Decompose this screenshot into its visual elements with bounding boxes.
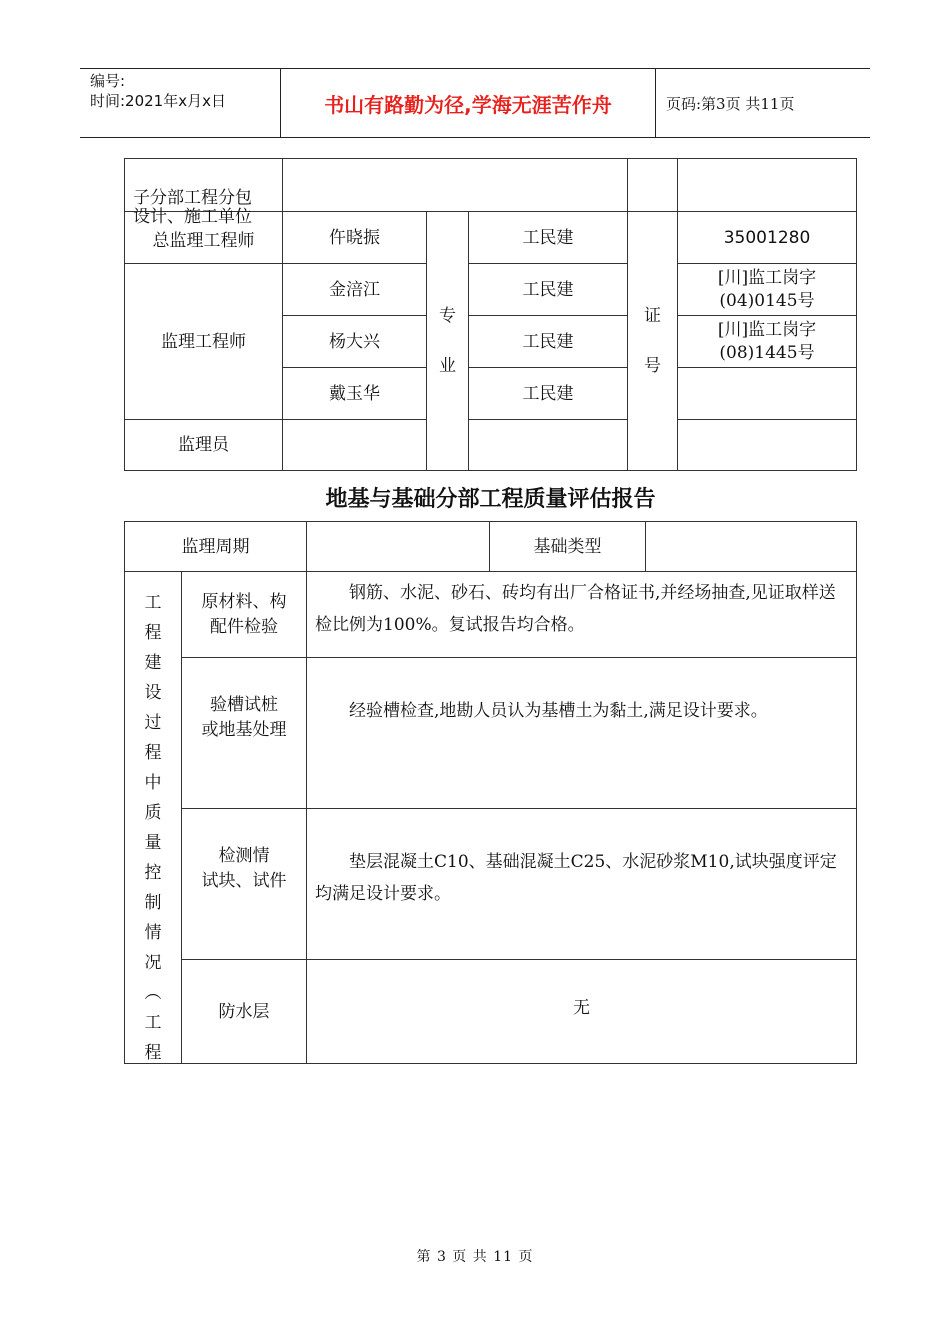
side-char: 工 xyxy=(144,1013,162,1033)
row-label-line: 原材料、构 xyxy=(201,591,287,612)
row-label xyxy=(181,657,307,809)
row-text xyxy=(306,959,857,1064)
side-char: 况 xyxy=(144,953,162,973)
row-label-line: 防水层 xyxy=(218,1001,270,1022)
major-char: 业 xyxy=(439,356,456,376)
row-label xyxy=(181,959,307,1064)
side-char: ︵ xyxy=(144,983,162,1003)
supervisor-cert xyxy=(677,419,857,471)
row-text xyxy=(306,571,857,658)
cert-char: 号 xyxy=(644,356,661,376)
chief-cert: 35001280 xyxy=(677,211,857,264)
chief-label: 总监理工程师 xyxy=(152,230,255,251)
engineer-cert xyxy=(677,367,857,420)
engineer-name: 金涪江 xyxy=(282,263,427,316)
side-char: 中 xyxy=(144,773,162,793)
quality-control-side-label xyxy=(124,571,182,1064)
chief-major: 工民建 xyxy=(468,211,628,264)
row-text-content: 垫层混凝土C10、基础混凝土C25、水泥砂浆M10,试块强度评定均满足设计要求。 xyxy=(315,852,837,904)
side-char: 制 xyxy=(144,893,162,913)
row-text xyxy=(306,657,857,809)
header-meta xyxy=(80,69,280,137)
subcontract-value-cell xyxy=(282,158,628,212)
side-char: 程 xyxy=(144,743,162,763)
header-motto: 书山有路勤为径,学海无涯苦作舟 xyxy=(280,69,656,137)
row-label xyxy=(181,571,307,658)
row-label-line: 试块、试件 xyxy=(201,871,287,891)
engineer-major: 工民建 xyxy=(468,367,628,420)
side-char: 过 xyxy=(144,713,162,733)
chief-label-cell xyxy=(124,206,283,264)
engineer-major: 工民建 xyxy=(468,315,628,368)
supervisor-major xyxy=(468,419,628,471)
engineer-label: 监理工程师 xyxy=(124,263,283,420)
side-char: 设 xyxy=(144,683,162,703)
row-label-line: 或地基处理 xyxy=(201,720,287,740)
row-label-line: 检测情 xyxy=(218,846,270,866)
chief-name: 仵晓振 xyxy=(282,211,427,264)
report-title: 地基与基础分部工程质量评估报告 xyxy=(325,487,656,512)
side-char: 程 xyxy=(144,1043,162,1063)
row-label-line: 配件检验 xyxy=(210,616,278,637)
supervisor-name xyxy=(282,419,427,471)
cert-column-header xyxy=(627,211,678,471)
engineer-major: 工民建 xyxy=(468,263,628,316)
foundation-type-label: 基础类型 xyxy=(489,521,646,572)
side-char: 量 xyxy=(144,833,162,853)
engineer-cert xyxy=(677,263,857,316)
row-label xyxy=(181,808,307,960)
side-char: 质 xyxy=(144,803,162,823)
row-text-content: 钢筋、水泥、砂石、砖均有出厂合格证书,并经场抽查,见证取样送检比例为100%。复试报告均合格。 xyxy=(315,583,836,635)
row-label-line: 验槽试桩 xyxy=(210,695,278,715)
engineer-name: 杨大兴 xyxy=(282,315,427,368)
major-column-header xyxy=(426,211,469,471)
period-label: 监理周期 xyxy=(124,521,307,572)
time-label: 时间:2021年x月x日 xyxy=(90,92,226,110)
side-char: 程 xyxy=(144,623,162,643)
cert-char: 证 xyxy=(644,306,661,326)
subcontract-label-cell xyxy=(124,158,283,212)
cert-line: (04)0145号 xyxy=(719,290,815,311)
page-footer: 第 3 页 共 11 页 xyxy=(416,1249,534,1265)
row-text xyxy=(306,808,857,960)
design-label: 设计、施工单位 xyxy=(133,206,252,227)
blank-cell xyxy=(627,158,678,212)
cert-line: [川]监工岗字 xyxy=(717,267,817,288)
serial-label: 编号: xyxy=(90,72,126,90)
row-text-content: 经验槽检查,地勘人员认为基槽土为黏土,满足设计要求。 xyxy=(349,701,768,721)
cert-line: [川]监工岗字 xyxy=(717,319,817,340)
foundation-type-value xyxy=(645,521,857,572)
side-char: 控 xyxy=(144,863,162,883)
period-value xyxy=(306,521,490,572)
side-char: 工 xyxy=(144,593,162,613)
side-char: 建 xyxy=(144,653,162,673)
engineer-cert xyxy=(677,315,857,368)
page-header xyxy=(80,68,870,138)
row-text-content: 无 xyxy=(573,998,590,1018)
header-page-info: 页码:第3页 共11页 xyxy=(666,94,795,113)
side-char: 情 xyxy=(144,923,162,943)
subcontract-label: 子分部工程分包 xyxy=(133,188,252,208)
blank-cell xyxy=(677,158,857,212)
supervisor-label: 监理员 xyxy=(124,419,283,471)
engineer-name: 戴玉华 xyxy=(282,367,427,420)
major-char: 专 xyxy=(439,306,456,326)
cert-line: (08)1445号 xyxy=(719,342,815,363)
